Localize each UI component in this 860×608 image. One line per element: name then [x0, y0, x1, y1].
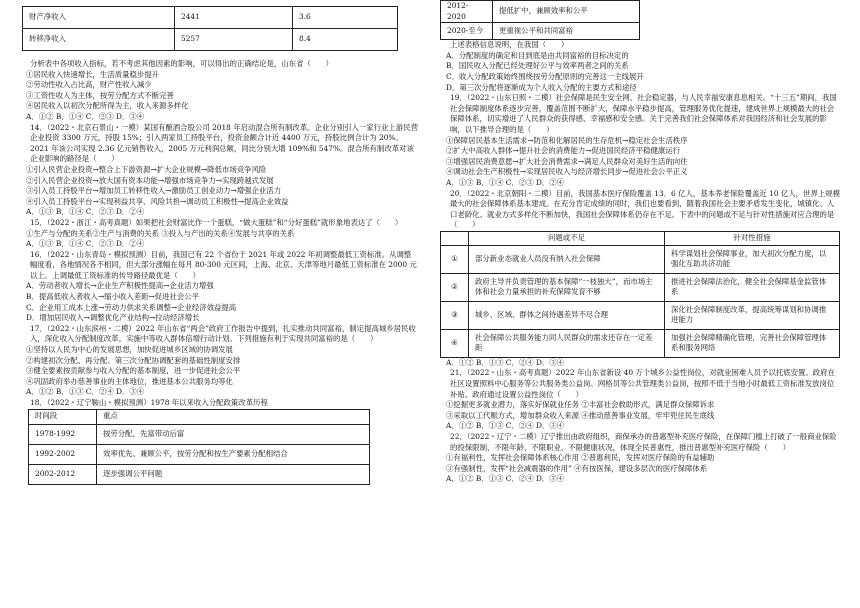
table-cell: 推进社会保障法治化，健全社会保障基金监管体系 [665, 273, 840, 301]
table-row [29, 444, 370, 464]
option: ④居民收入以初次分配所得为主，收入来源多样化 [26, 101, 189, 111]
table-cell: ③ [441, 301, 469, 329]
question-stem: 21．（2022・山东・高考真题）2022 年山东省新设 40 万个城乡公益性岗位，对就业困难人员予以托底安置。政府在社区设置照料中心服务等公共服务类公益岗、网格员等公共管理类公益岗，按照不低于当地小时最低工资标准发放岗位补贴。政府通过设置公益性岗位（ ） [450, 368, 835, 399]
table-row [441, 273, 840, 301]
question-18-continued [440, 40, 840, 93]
table-cell: 2012-2020 [441, 1, 493, 23]
answer-choices: A．①② B．①③ C．②④ D．③④ [446, 421, 565, 431]
table-cell: 2002-2012 [29, 464, 97, 484]
option: ①坚持以人民为中心的发展思想，加快促进城乡区域的协调发展 [26, 345, 233, 355]
question-stem: 上述表格信息说明，在我国（ ） [450, 40, 569, 50]
question-18 [20, 398, 418, 485]
table-cell: 城乡、区域、群体之间待遇差异不尽合理 [469, 301, 665, 329]
question-stem: 20．（2022・北京朝阳・二模）目前，我国基本医疗保险覆盖 13．6 亿人，基本养老保险覆盖近 10 亿人，世界上规模最大的社会保障体系基本建成。在充分肯定成绩的同时，我们也要看到，随着我国社会主要矛盾发生变化，城镇化、人口老龄化、就业方式多样化不断加快，我国社会保障体系仍存在不足。下表中的问题或不足与针对性措施对应合理的是（ ） [450, 188, 841, 230]
table-cell: 8.4 [293, 29, 398, 51]
option: B．提高低收入者收入→缩小收入差距→促进社会公平 [26, 292, 200, 302]
option: A．劳动者收入增长→企业生产积极性提高→企业活力增强 [26, 281, 214, 291]
option: ④巩固政府举办慈善事业的主体地位，推进基本公共服务均等化 [26, 376, 233, 386]
table-cell: ① [441, 245, 469, 273]
table-cell: 转移净收入 [23, 29, 175, 51]
option: A．分配制度的确定和目到底是由共同富裕的目标决定的 [446, 50, 629, 60]
table-cell: ② [441, 273, 469, 301]
option: ③引入员工持股平台→增加员工转移性收入→激励员工创业动力→增强企业活力 [26, 186, 282, 196]
question-stem: 17．（2022・山东滨州・二模）2022 年山东省“两会”政府工作报告中提到，扎实推动共同富裕，制定提高城乡居民收入，深化收入分配制度改革，实施中等收入群体倍增行动计划。下列措施有利于实现共同富裕的是（ ） [30, 323, 416, 344]
option: ③工资性收入为主体，按劳分配方式不断完善 [26, 90, 174, 100]
option: D．增加居民收入→调整优化产业结构→拉动经济增长 [26, 313, 200, 323]
option: ①生产与分配的关系②生产与消费的关系 ③投入与产出的关系④发展与共享的关系 [26, 228, 295, 238]
option: C．企业用工成本上涨→劳动力供求关系调整→企业经济效益提高 [26, 302, 237, 312]
table-header: 问题或不足 [469, 231, 665, 245]
table-cell: 社会保障公共服务能力同人民群众的需求还存在一定差距 [469, 329, 665, 357]
table-row [441, 245, 840, 273]
table-cell: 3.6 [293, 7, 398, 29]
table-cell: 1992-2002 [29, 444, 97, 464]
answer-choices: A．①② B．①③ C．②④ D．③④ [446, 474, 565, 484]
option: ④引入员工持股平台→实现利益共享、风险共担→调动员工积极性→提高企业效益 [26, 196, 289, 206]
question-13 [20, 59, 418, 123]
question-21 [440, 368, 840, 432]
question-15 [20, 218, 418, 250]
table-cell: 更重视公平和共同富裕 [493, 23, 640, 40]
table-cell: 财产净收入 [23, 7, 175, 29]
question-stem: 16．（2022・山东青岛・模拟预测）目前，我国已有 22 个省份于 2021 年或 2022 年初调整最低工资标准。从调整幅度看，各地情况各不相同，但大部分涨幅在每月 80-300 元区间，上海、北京、天津等地月最低工资标准在 2000 元以上。上调最低工资标准的传导路径最优是（ ） [30, 249, 417, 280]
table-row [441, 329, 840, 357]
option: ②劳动性收入占比高，财产性收入减少 [26, 80, 152, 90]
answer-choices: A．①② B．①④ C．②③ D．③④ [26, 111, 145, 121]
table-row [29, 464, 370, 484]
question-20 [440, 189, 840, 369]
table-header: 时间段 [29, 409, 97, 424]
table-header [441, 231, 469, 245]
table-cell: 加强社会保障精确化管理，完善社会保障管理体系和服务网络 [665, 329, 840, 357]
option: ④调动社会生产积极性→实现居民收入与经济增长同步→促进社会公平正义 [446, 167, 688, 177]
option: ②扩大中高收入群体→提升社会的消费能力→促进国民经济平稳健康运行 [446, 146, 681, 156]
answer-choices: A．①③ B．①④ C．②③ D．②④ [446, 177, 565, 187]
question-19 [440, 93, 840, 188]
income-table [22, 6, 398, 51]
table-cell: 科学谋划社会保障事业，加大初次分配力度，以强化互助共济功能 [665, 245, 840, 273]
table-cell: 2020-至今 [441, 23, 493, 40]
option: ③增强居民消费意愿→扩大社会消费需求→满足人民群众对美好生活的向往 [446, 156, 688, 166]
table-header-row [441, 231, 840, 245]
option: D．第三次分配将逐渐成为个人收入分配的主要方式和途径 [446, 82, 637, 92]
option: ①引入民营企业投资→整合上下游资源→扩大企业规模→降低市场竞争风险 [26, 164, 267, 174]
table-row [29, 424, 370, 444]
answer-choices: A．①② B．①③ C．②④ D．③④ [446, 357, 565, 367]
answer-choices: A．①② B．①③ C．②④ D．③④ [26, 387, 145, 397]
table-cell: 逐步强调公平问题 [97, 464, 370, 484]
policy-table-continued [440, 0, 640, 40]
question-22 [440, 432, 840, 485]
option: ①挖掘更多就业潜力，落实好保就业任务 ②丰富社会救助形式，满足群众保障诉求 [446, 400, 715, 410]
question-stem: 14．（2022・北京石景山・一模）某国有酿酒合股公司 2018 年启动混合所有制改革。企业分别引入一家行业上游民营企业投资 3300 万元，持股 15%；引入两家员工持股平台，投资金额合计近 4400 万元，持股比例合计为 20%。2021 年该公司实现 2.36 亿元销售收入，2005 万元利润总额，同比分别大增 109%和 547%。混合所有制改革对该企业影响的路径是（ ） [30, 122, 418, 164]
option: ①居民收入快速增长，生活质量稳步提升 [26, 69, 160, 79]
question-stem: 分析表中各项收入指标，若不考虑其他因素的影响，可以得出的正确结论是，山东省（ ） [30, 59, 334, 68]
answer-choices: A．①③ B．①④ C．②③ D．②④ [26, 239, 145, 249]
question-stem: 18．（2022・辽宁鞍山・模拟预测）1978 年以来收入分配政策改革历程 [30, 398, 268, 407]
table-row [441, 301, 840, 329]
option: B．国民收入分配已经处理好公平与效率两者之间的关系 [446, 61, 629, 71]
option: C．收入分配政策始终围绕按劳分配原则的完善这一主线展开 [446, 71, 644, 81]
table-cell: 2441 [175, 7, 293, 29]
table-row [23, 7, 398, 29]
question-stem: 19．（2022・山东日照・二模）社会保障是民生安全网、社会稳定器，与人民幸福安康息息相关。“十三五”期间，我国社会保障制度体系逐步完善，覆盖范围不断扩大，保障水平稳步提高，管理服务优化提速，建成世界上规模最大的社会保障体系，切实增进了人民群众的获得感、幸福感和安全感。关于完善我们社会保障体系对我国经济和社会发展的影响，以下推导合理的是（ ） [450, 93, 837, 134]
table-header: 针对性措施 [665, 231, 840, 245]
option: ②构建初次分配、再分配、第三次分配协调配套的基础性制度安排 [26, 355, 241, 365]
table-header-row [29, 409, 370, 424]
table-row [441, 1, 640, 23]
right-column [440, 0, 840, 485]
question-17 [20, 324, 418, 398]
question-16 [20, 250, 418, 324]
table-cell: 深化社会保障制度改革，提高统筹谋划和协调推进能力 [665, 301, 840, 329]
table-cell: 按劳分配，先富带动后富 [97, 424, 370, 444]
option: ③健全要素按贡献参与收入分配的基本制度，进一步促进社会公平 [26, 366, 241, 376]
table-cell: 1978-1992 [29, 424, 97, 444]
option: ②引入民营企业投资→放大国有资本功能→增强市场竞争力→实现跨越式发展 [26, 175, 274, 185]
question-stem: 15．（2022・浙江・高考真题）如果把社会财富比作一个蛋糕，“做大蛋糕”和“分好蛋糕”就形象地表达了（ ） [30, 217, 403, 227]
option: ①有福利性，发挥社会保障体系核心作用 ②普惠利民，发挥对医疗保险的有益辅助 [446, 453, 715, 463]
table-cell: 效率优先、兼顾公平，按劳分配和按生产要素分配相结合 [97, 444, 370, 464]
table-row [23, 29, 398, 51]
table-cell: ④ [441, 329, 469, 357]
table-cell: 部分新业态就业人员没有纳入社会保障 [469, 245, 665, 273]
option: ③有强制性，发挥“社会减震器的作用” ④有按医保，建设多层次的医疗保障体系 [446, 463, 708, 473]
question-stem: 22．（2022・辽宁・二模）辽宁推出由政府组织，商保承办的普惠型补充医疗保险，在保障门槛上打破了一般商业保险的投保限制，不限年龄、不限职业、不限健康状况，体现全民普惠性，推出普惠型补充医疗保险（ ） [450, 432, 837, 452]
table-cell: 5257 [175, 29, 293, 51]
problem-measure-table [440, 231, 840, 358]
table-header: 重点 [97, 409, 370, 424]
left-column [20, 0, 418, 485]
answer-choices: A．①③ B．①④ C．②③ D．②④ [26, 207, 145, 217]
table-cell: 提低扩中，兼顾效率和公平 [493, 1, 640, 23]
option: ①保障居民基本生活需求→防范和化解居民的生存危机→稳定社会生活秩序 [446, 135, 688, 145]
question-14 [20, 123, 418, 218]
policy-table [28, 409, 370, 485]
table-cell: 政府主导并负责管理的基本保障“一枝独大”，而市场主体和社会力量承担的补充保障发育不够 [469, 273, 665, 301]
table-row [441, 23, 640, 40]
option: ③采取以工代赈方式，增加群众收入来源 ④推动慈善事业发展，牢牢兜住民生底线 [446, 410, 715, 420]
